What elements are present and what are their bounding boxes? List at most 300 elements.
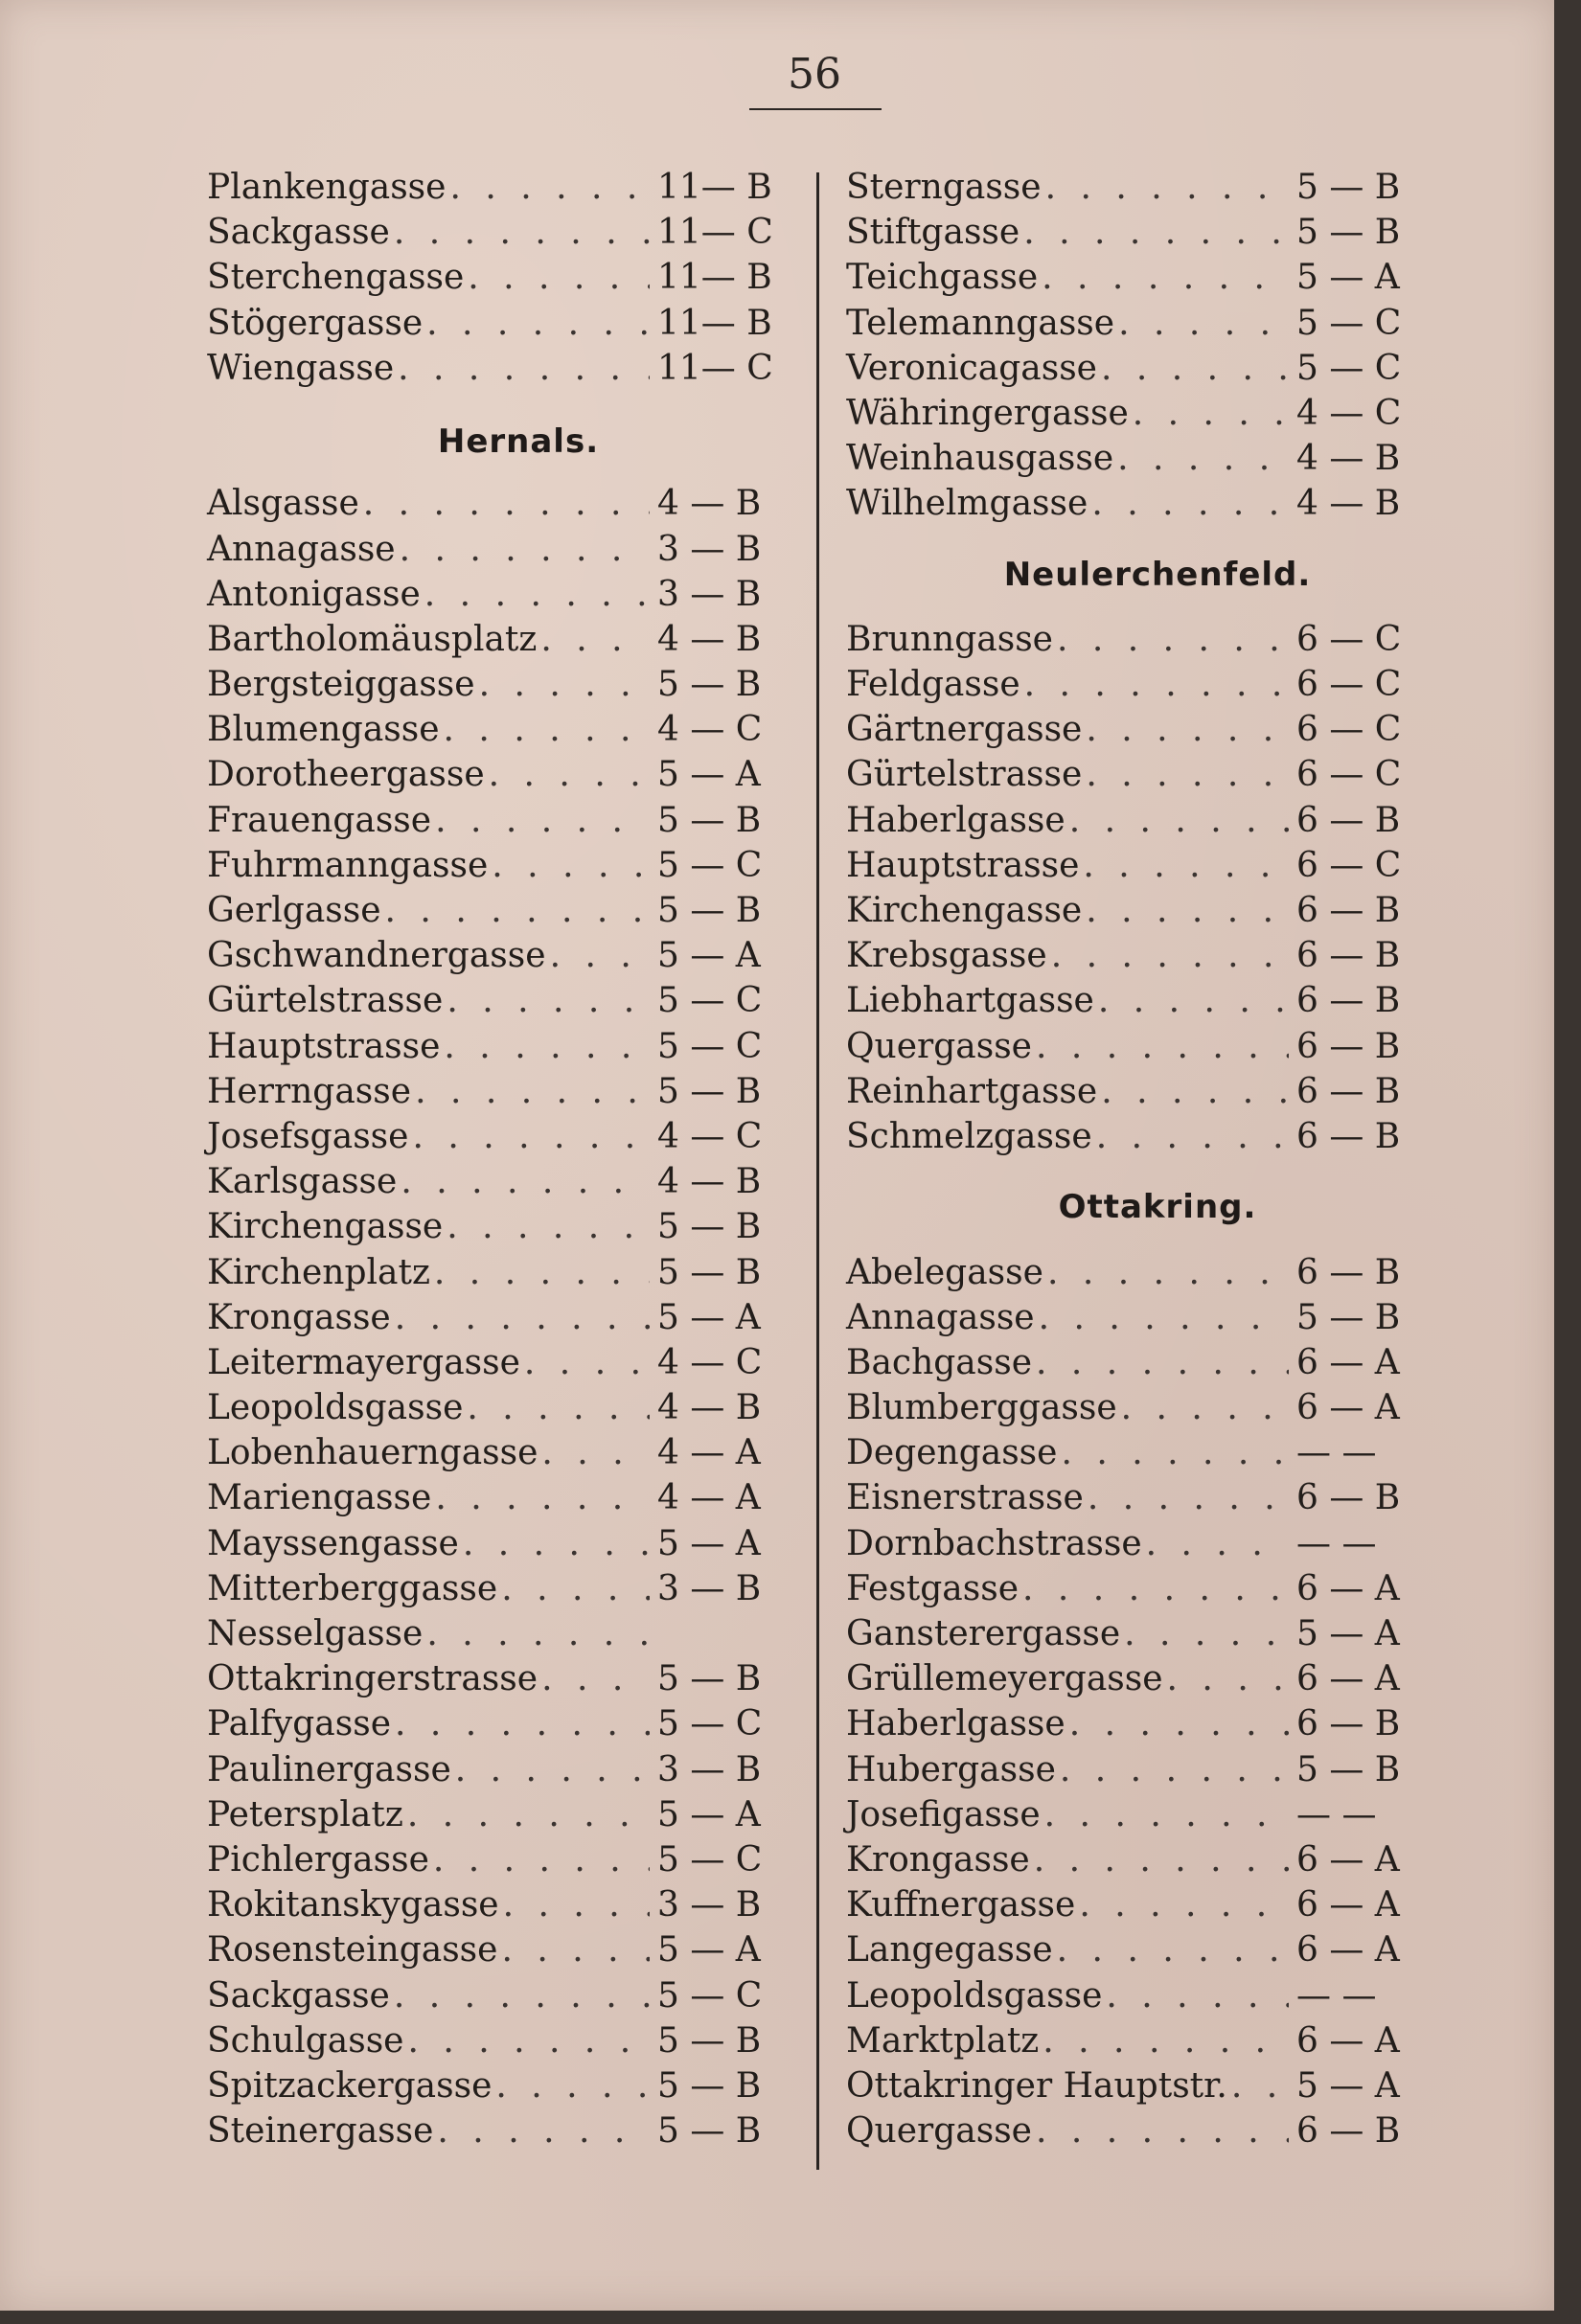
grid-code: 6 — B [1296, 1026, 1401, 1066]
grid-code: 5 — B [657, 2065, 762, 2106]
street-entry [207, 1521, 791, 1566]
dot-leader [459, 1521, 650, 1566]
grid-code: 6 — B [1296, 936, 1401, 976]
street-name: Festgasse [846, 1568, 1020, 1608]
dot-leader [451, 1747, 650, 1792]
grid-code: 5 — B [657, 1071, 762, 1111]
street-entry [207, 210, 791, 255]
dot-leader [431, 1475, 650, 1520]
street-name: Stiftgasse [846, 213, 1020, 253]
dot-leader [1019, 1566, 1289, 1611]
page-edge-right [1554, 0, 1581, 2324]
dot-leader [1113, 436, 1289, 481]
street-name: Leopoldsgasse [846, 1975, 1103, 2016]
grid-code: 5 — A [657, 1297, 761, 1337]
grid-code: 5 — C [657, 1026, 763, 1066]
grid-code: 5 — A [1296, 2065, 1400, 2106]
grid-code: 11— C [657, 348, 773, 388]
street-name: Gschwandnergasse [207, 936, 546, 976]
street-entry [846, 1475, 1431, 1520]
street-entry [207, 1882, 791, 1927]
street-entry [846, 1973, 1431, 2018]
dot-leader [1020, 210, 1289, 255]
street-entry [846, 933, 1431, 978]
street-name: Gürtelstrasse [207, 981, 444, 1021]
street-entry [207, 617, 791, 662]
grid-code: 6 — B [1296, 1071, 1401, 1111]
street-entry [846, 798, 1431, 843]
dot-leader [423, 1611, 650, 1656]
grid-code: 5 — A [657, 755, 761, 795]
grid-code: 5 — B [1296, 1749, 1401, 1789]
grid-code: 4 — A [657, 1433, 761, 1473]
street-name: Brunngasse [846, 619, 1053, 659]
column-divider [816, 172, 819, 2170]
street-name: Währingergasse [846, 393, 1129, 433]
grid-code: 5 — A [657, 1794, 761, 1834]
street-name: Teichgasse [846, 258, 1039, 298]
street-name: Abelegasse [846, 1252, 1043, 1292]
street-name: Kirchenplatz [207, 1252, 430, 1292]
street-name: Sterchengasse [207, 258, 465, 298]
street-name: Frauengasse [207, 800, 432, 840]
grid-code: 5 — A [657, 1930, 761, 1971]
grid-code: 6 — B [1296, 1252, 1401, 1292]
street-name: Spitzackergasse [207, 2065, 493, 2106]
street-entry [207, 2063, 791, 2108]
street-entry [207, 1973, 791, 2018]
street-name: Mitterberggasse [207, 1568, 498, 1608]
street-name: Degengasse [846, 1433, 1058, 1473]
grid-code: 4 — A [657, 1478, 761, 1518]
grid-code: 6 — A [1296, 1388, 1400, 1428]
grid-code: 6 — C [1296, 755, 1402, 795]
dot-leader [1035, 1295, 1289, 1340]
dot-leader [1114, 301, 1289, 346]
street-name: Plankengasse [207, 168, 447, 207]
grid-code: 5 — B [1296, 1297, 1401, 1337]
dot-leader [440, 1024, 650, 1069]
street-name: Quergasse [846, 1026, 1032, 1066]
dot-leader [546, 933, 650, 978]
street-name: Dorotheergasse [207, 755, 485, 795]
grid-code: 6 — B [1296, 1704, 1401, 1744]
street-entry [846, 978, 1431, 1023]
dot-leader [1032, 2108, 1289, 2153]
street-entry [846, 617, 1431, 662]
street-entry [846, 843, 1431, 888]
street-entry [846, 1882, 1431, 1927]
street-name: Telemanngasse [846, 303, 1115, 343]
street-entry [207, 255, 791, 300]
dot-leader [1097, 346, 1289, 391]
dot-leader [394, 346, 650, 391]
dot-leader [443, 978, 650, 1023]
street-name: Reinhartgasse [846, 1071, 1098, 1111]
grid-code: — — [1296, 1794, 1377, 1834]
grid-code: 5 — C [1296, 303, 1402, 343]
grid-code: 5 — B [657, 891, 762, 931]
dot-leader [497, 1927, 650, 1972]
dot-leader [390, 210, 650, 255]
street-entry [846, 2108, 1431, 2153]
grid-code: 5 — B [657, 665, 762, 705]
dot-leader [1082, 752, 1289, 797]
street-name: Josefigasse [846, 1794, 1041, 1834]
street-entry [846, 1069, 1431, 1114]
dot-leader [485, 752, 650, 797]
grid-code: 11— B [657, 168, 772, 207]
street-name: Sackgasse [207, 1975, 390, 2016]
grid-code: 6 — A [1296, 1885, 1400, 1925]
street-name: Wilhelmgasse [846, 484, 1088, 524]
dot-leader [1020, 662, 1289, 707]
grid-code: 4 — C [657, 710, 763, 750]
street-name: Paulinergasse [207, 1749, 451, 1789]
grid-code: 6 — B [1296, 800, 1401, 840]
dot-leader [488, 843, 650, 888]
street-entry [207, 2018, 791, 2063]
street-name: Lobenhauerngasse [207, 1433, 538, 1473]
grid-code: 11— C [657, 213, 773, 253]
dot-leader [463, 1385, 650, 1430]
street-entry [207, 1159, 791, 1204]
street-entry [207, 707, 791, 752]
street-name: Wiengasse [207, 348, 395, 388]
street-entry [207, 481, 791, 526]
street-name: Haberlgasse [846, 1704, 1065, 1744]
grid-code: 4 — B [1296, 484, 1401, 524]
street-entry [846, 301, 1431, 346]
dot-leader [1088, 481, 1289, 526]
dot-leader [433, 2108, 650, 2153]
street-entry [207, 798, 791, 843]
dot-leader [538, 1656, 650, 1701]
grid-code: 6 — B [1296, 2111, 1401, 2152]
street-name: Rokitanskygasse [207, 1885, 499, 1925]
street-name: Mayssengasse [207, 1523, 459, 1563]
dot-leader [1039, 2018, 1289, 2063]
dot-leader [1142, 1521, 1289, 1566]
dot-leader [1047, 933, 1289, 978]
grid-code: 6 — A [1296, 1839, 1400, 1880]
street-name: Mariengasse [207, 1478, 432, 1518]
dot-leader [1053, 617, 1289, 662]
grid-code: 4 — B [657, 1388, 762, 1428]
grid-code: 3 — B [657, 574, 762, 614]
grid-code: 5 — B [1296, 168, 1401, 207]
dot-leader [431, 798, 650, 843]
street-name: Veronicagasse [846, 348, 1097, 388]
street-name: Nesselgasse [207, 1614, 424, 1654]
grid-code: 6 — B [1296, 1116, 1401, 1156]
street-name: Weinhausgasse [846, 439, 1114, 479]
grid-code: 4 — B [1296, 439, 1401, 479]
dot-leader [1057, 1430, 1289, 1475]
street-name: Leitermayergasse [207, 1342, 520, 1382]
dot-leader [1092, 1114, 1289, 1159]
grid-code: 5 — B [657, 2020, 762, 2061]
dot-leader [492, 2063, 650, 2108]
page-number: 56 [788, 50, 841, 99]
grid-code: 5 — B [1296, 213, 1401, 253]
street-name: Gerlgasse [207, 891, 381, 931]
dot-leader [381, 888, 650, 933]
dot-leader [403, 2018, 650, 2063]
grid-code: 4 — B [657, 484, 762, 524]
street-entry [207, 1024, 791, 1069]
dot-leader [1038, 255, 1289, 300]
dot-leader [1163, 1656, 1289, 1701]
grid-code: 5 — B [657, 800, 762, 840]
dot-leader [475, 662, 650, 707]
street-entry [207, 1430, 791, 1475]
grid-code: 11— B [657, 258, 772, 298]
street-name: Fuhrmanngasse [207, 845, 489, 885]
grid-code: 6 — A [1296, 1568, 1400, 1608]
street-entry [207, 933, 791, 978]
dot-leader [430, 1250, 650, 1295]
grid-code: 6 — B [1296, 1478, 1401, 1518]
district-heading: Ottakring. [1058, 1188, 1257, 1227]
grid-code: 5 — B [657, 1207, 762, 1247]
street-name: Bachgasse [846, 1342, 1033, 1382]
street-entry [846, 1701, 1431, 1746]
street-name: Eisnerstrasse [846, 1478, 1084, 1518]
street-name: Quergasse [846, 2111, 1032, 2152]
street-name: Annagasse [846, 1297, 1035, 1337]
street-name: Josefsgasse [207, 1116, 409, 1156]
street-name: Annagasse [207, 529, 396, 569]
street-entry [207, 1069, 791, 1114]
grid-code: 5 — A [657, 1523, 761, 1563]
grid-code: 6 — C [1296, 619, 1402, 659]
dot-leader [390, 1973, 650, 2018]
dot-leader [429, 1837, 650, 1882]
street-entry [207, 1747, 791, 1792]
street-entry [846, 888, 1431, 933]
grid-code: 5 — A [1296, 1614, 1400, 1654]
dot-leader [1097, 1069, 1289, 1114]
dot-leader [1056, 1747, 1289, 1792]
dot-leader [1117, 1385, 1289, 1430]
street-name: Palfygasse [207, 1704, 392, 1744]
street-entry [207, 572, 791, 617]
grid-code: 6 — A [1296, 2020, 1400, 2061]
street-name: Hauptstrasse [207, 1026, 441, 1066]
dot-leader [1102, 1973, 1289, 2018]
dot-leader [359, 481, 650, 526]
street-entry [846, 1656, 1431, 1701]
grid-code: 5 — C [657, 1704, 763, 1744]
grid-code: — — [1296, 1433, 1377, 1473]
grid-code: — — [1296, 1523, 1377, 1563]
street-name: Haberlgasse [846, 800, 1065, 840]
grid-code: 3 — B [657, 529, 762, 569]
street-entry [846, 436, 1431, 481]
grid-code: 5 — C [1296, 348, 1402, 388]
dot-leader [1227, 2063, 1289, 2108]
grid-code: 3 — B [657, 1568, 762, 1608]
dot-leader [1043, 1250, 1289, 1295]
street-name: Leopoldsgasse [207, 1388, 464, 1428]
street-name: Gärtnergasse [846, 710, 1083, 750]
street-entry [846, 2063, 1431, 2108]
grid-code: 6 — A [1296, 1659, 1400, 1699]
street-name: Petersplatz [207, 1794, 403, 1834]
street-name: Ottakringerstrasse [207, 1659, 538, 1699]
street-entry [846, 752, 1431, 797]
grid-code: 6 — A [1296, 1342, 1400, 1382]
grid-code: 5 — B [657, 1252, 762, 1292]
dot-leader [397, 1159, 650, 1204]
street-entry [207, 1837, 791, 1882]
dot-leader [396, 527, 650, 572]
street-name: Antonigasse [207, 574, 421, 614]
street-name: Gansterergasse [846, 1614, 1121, 1654]
page-edge-bottom [0, 2311, 1581, 2324]
street-entry [846, 1521, 1431, 1566]
street-name: Stögergasse [207, 303, 424, 343]
grid-code: 6 — C [1296, 710, 1402, 750]
dot-leader [497, 1566, 650, 1611]
dot-leader [1082, 888, 1289, 933]
street-entry [207, 1611, 791, 1656]
street-entry [846, 255, 1431, 300]
grid-code: 5 — A [657, 936, 761, 976]
street-entry [846, 165, 1431, 210]
grid-code: 11— B [657, 303, 772, 343]
dot-leader [1084, 1475, 1289, 1520]
grid-code: 6 — B [1296, 891, 1401, 931]
dot-leader [421, 572, 650, 617]
dot-leader [1032, 1340, 1289, 1385]
street-name: Ottakringer Hauptstr. [846, 2065, 1227, 2106]
grid-code: 5 — C [657, 1975, 763, 2016]
street-entry [207, 1701, 791, 1746]
grid-code: 5 — C [657, 981, 763, 1021]
dot-leader [1079, 843, 1289, 888]
grid-code: 3 — B [657, 1749, 762, 1789]
dot-leader [499, 1882, 650, 1927]
dot-leader [1041, 1792, 1289, 1837]
grid-code: 5 — C [657, 1839, 763, 1880]
street-entry [846, 1837, 1431, 1882]
street-name: Liebhartgasse [846, 981, 1094, 1021]
street-entry [846, 1024, 1431, 1069]
dot-leader [408, 1114, 650, 1159]
street-entry [846, 1430, 1431, 1475]
grid-code: 5 — B [657, 2111, 762, 2152]
dot-leader [1129, 391, 1289, 436]
street-name: Schulgasse [207, 2020, 404, 2061]
street-entry [846, 346, 1431, 391]
street-name: Marktplatz [846, 2020, 1040, 2061]
street-entry [207, 1927, 791, 1972]
dot-leader [1082, 707, 1289, 752]
street-entry [207, 1204, 791, 1249]
street-name: Blumengasse [207, 710, 440, 750]
street-entry [207, 1475, 791, 1520]
dot-leader [403, 1792, 650, 1837]
street-name: Sterngasse [846, 168, 1042, 207]
street-name: Hauptstrasse [846, 845, 1080, 885]
dot-leader [537, 617, 650, 662]
grid-code: 5 — C [657, 845, 763, 885]
dot-leader [1065, 1701, 1289, 1746]
street-name: Kirchengasse [846, 891, 1083, 931]
street-entry [846, 662, 1431, 707]
grid-code: 6 — C [1296, 845, 1402, 885]
street-entry [207, 662, 791, 707]
street-name: Bergsteiggasse [207, 665, 475, 705]
street-entry [207, 2108, 791, 2153]
grid-code: 6 — B [1296, 981, 1401, 1021]
street-entry [846, 1385, 1431, 1430]
street-name: Alsgasse [207, 484, 359, 524]
street-entry [846, 1295, 1431, 1340]
dot-leader [538, 1430, 650, 1475]
street-entry [846, 481, 1431, 526]
dot-leader [391, 1295, 650, 1340]
district-heading: Neulerchenfeld. [1003, 555, 1312, 594]
left-column [207, 165, 791, 2153]
grid-code: 4 — C [657, 1116, 763, 1156]
street-entry [207, 1250, 791, 1295]
dot-leader [446, 165, 650, 210]
dot-leader [1065, 798, 1289, 843]
street-name: Hubergasse [846, 1749, 1056, 1789]
street-name: Herrngasse [207, 1071, 412, 1111]
dot-leader [464, 255, 650, 300]
street-entry [846, 210, 1431, 255]
street-name: Krebsgasse [846, 936, 1047, 976]
street-name: Langegasse [846, 1930, 1053, 1971]
street-entry [846, 1566, 1431, 1611]
street-name: Schmelzgasse [846, 1116, 1092, 1156]
street-entry [207, 843, 791, 888]
street-name: Karlsgasse [207, 1162, 398, 1202]
dot-leader [440, 707, 650, 752]
street-entry [207, 1566, 791, 1611]
street-entry [207, 1295, 791, 1340]
street-entry [207, 346, 791, 391]
dot-leader [443, 1204, 650, 1249]
grid-code: 6 — C [1296, 665, 1402, 705]
right-column [846, 165, 1431, 2153]
grid-code: 5 — B [657, 1659, 762, 1699]
street-entry [207, 1656, 791, 1701]
street-entry [846, 1250, 1431, 1295]
dot-leader [520, 1340, 650, 1385]
dot-leader [1042, 165, 1289, 210]
street-name: Feldgasse [846, 665, 1020, 705]
dot-leader [391, 1701, 650, 1746]
street-entry [207, 978, 791, 1023]
street-entry [846, 1747, 1431, 1792]
grid-code: 4 — C [657, 1342, 763, 1382]
street-name: Steinergasse [207, 2111, 434, 2152]
street-name: Kuffnergasse [846, 1885, 1076, 1925]
grid-code: 4 — C [1296, 393, 1402, 433]
street-name: Grüllemeyergasse [846, 1659, 1163, 1699]
grid-code: 4 — B [657, 1162, 762, 1202]
grid-code: 6 — A [1296, 1930, 1400, 1971]
street-entry [846, 2018, 1431, 2063]
street-entry [207, 1114, 791, 1159]
dot-leader [1075, 1882, 1289, 1927]
street-entry [207, 888, 791, 933]
